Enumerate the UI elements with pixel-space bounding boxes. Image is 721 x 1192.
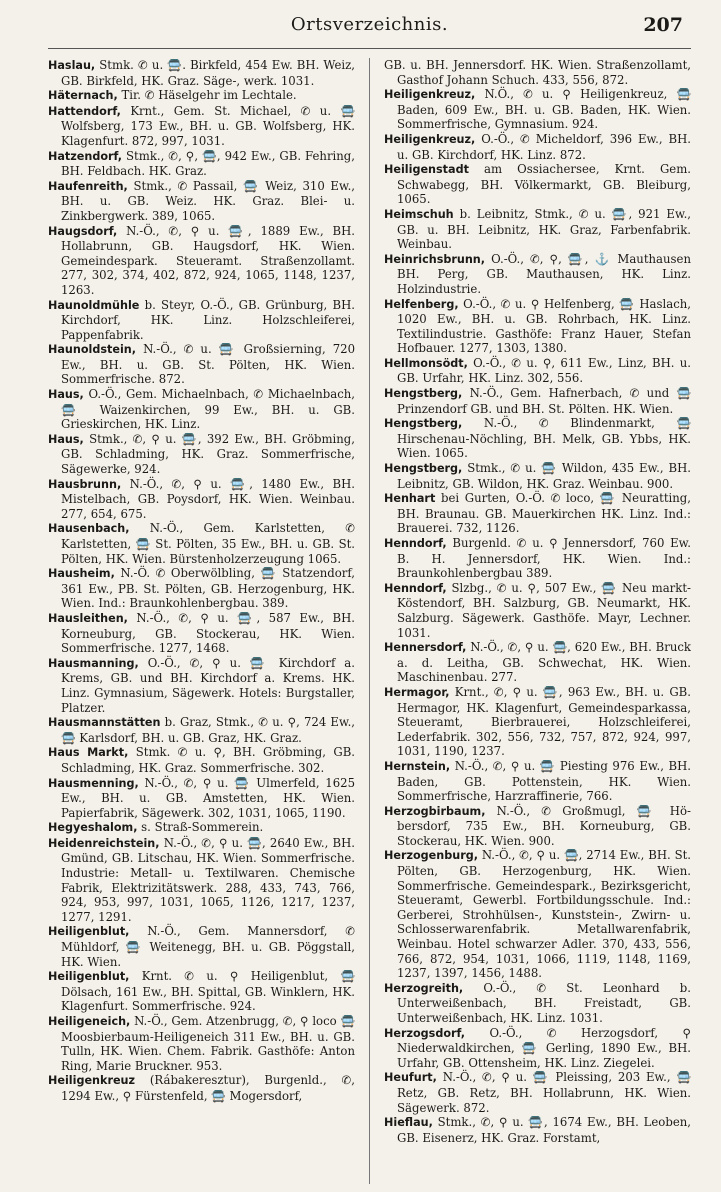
- entry-details: GB. u. BH. Jennersdorf. HK. Wien. Straßenzollamt, Gasthof Johann Schuch. 433, 556, 872.: [384, 58, 691, 87]
- entry-place-name: Haugsdorf,: [48, 224, 118, 238]
- entry-details: N.-Ö., ✆ u. 🚍 Großsierning, 720 Ew., BH. u. GB. St. Pölten, HK. Wien. Sommerfrische. 872.: [61, 342, 355, 387]
- entry-place-name: Heufurt,: [384, 1071, 437, 1085]
- directory-entry: [48, 387, 355, 432]
- directory-entry: [48, 969, 355, 1014]
- entry-details: Stmk., ✆ Passail, 🚍 Weiz, 310 Ew., BH. u. GB. Weiz. HK. Graz. Blei- u. Zinkbergwerk. 389, 1065.: [61, 178, 355, 223]
- entry-details: bei Gurten, O.-Ö. ✆ loco, 🚍 Neuratting, BH. Braunau. GB. Mauerkirchen HK. Linz. Ind.: Brauerei. 732, 1126.: [397, 491, 691, 536]
- directory-entry: [48, 924, 355, 969]
- directory-entry: [384, 386, 691, 416]
- entry-details: N.-Ö., ✆, ⚲ u. 🚍 Ulmerfeld, 1625 Ew., BH. u. GB. Amstetten, HK. Wien. Papierfabrik, Sägewerk. 302, 1031, 1065, 1190.: [61, 775, 355, 820]
- directory-entry: [384, 1115, 691, 1145]
- entry-place-name: Hatzendorf,: [48, 149, 123, 163]
- entry-place-name: Herzogsdorf,: [384, 1026, 466, 1040]
- directory-entry: [384, 132, 691, 162]
- entry-details: N.-Ö., ✆, ⚲ u. 🚍, 620 Ew., BH. Bruck a. d. Leitha, GB. Schwechat, HK. Wien. Maschinenbau. 277.: [397, 640, 691, 685]
- entry-place-name: Haus,: [48, 388, 84, 402]
- entry-details: Tir. ✆ Häselgehr im Lechtale.: [121, 88, 297, 103]
- entry-place-name: Heiligeneich,: [48, 1015, 131, 1028]
- directory-entry: [384, 1070, 691, 1115]
- directory-entry: [384, 491, 691, 536]
- entry-place-name: Helfenberg,: [384, 297, 459, 311]
- entry-details: N.-Ö., ✆, ⚲ u. 🚍 Pleissing, 203 Ew., 🚍 Retz, GB. Retz, BH. Hollabrunn, HK. Wien. Sägewerk. 872.: [397, 1070, 691, 1115]
- directory-entry: [384, 162, 691, 207]
- entry-place-name: Hausbrunn,: [48, 477, 122, 491]
- entry-details: N.-Ö., ✆, ⚲ u. 🚍, 1889 Ew., BH. Hollabrunn, GB. Haugsdorf, HK. Wien. Gemeindespark. Steueramt. Straßenzollamt. 277, 302, 374, 402, 872, 924, 1065, 1148, 1237, 1263.: [61, 223, 355, 297]
- entry-place-name: Hausheim,: [48, 567, 115, 581]
- directory-entry: [384, 416, 691, 461]
- entry-place-name: Heiligenblut,: [48, 970, 130, 984]
- entry-place-name: Heiligenkreuz,: [384, 132, 476, 146]
- entry-details: (Rábakeresztur), Burgenld., ✆, 1294 Ew., ⚲ Fürstenfeld, 🚍 Mogersdorf,: [61, 1073, 355, 1103]
- entry-place-name: Hausenbach,: [48, 522, 130, 536]
- entry-place-name: Heiligenstadt: [384, 163, 469, 177]
- entry-place-name: Haufenreith,: [48, 179, 128, 193]
- entry-details: Stmk., ✆ u. 🚍 Wildon, 435 Ew., BH. Leibnitz, GB. Wildon, HK. Graz. Weinbau. 900.: [397, 461, 691, 491]
- entry-place-name: Haus Markt,: [48, 746, 129, 760]
- entry-place-name: Haus,: [48, 432, 84, 446]
- directory-entry: [48, 521, 355, 566]
- directory-entry: [48, 477, 355, 522]
- entry-place-name: Haunoldstein,: [48, 343, 137, 357]
- entry-details: N.-Ö., ✆, ⚲ u. 🚍, 587 Ew., BH. Korneuburg, GB. Stockerau, HK. Wien. Sommerfrische. 1277, 1468.: [61, 610, 355, 656]
- directory-entry: [48, 776, 355, 821]
- entry-place-name: Heinrichsbrunn,: [384, 252, 486, 266]
- entry-details: O.-Ö., ✆ Herzogsdorf, ⚲ Niederwaldkirchen, 🚍 Gerling, 1890 Ew., BH. Urfahr, GB. Ottensheim, HK. Linz. Ziegelei.: [397, 1025, 691, 1070]
- entry-place-name: Hernstein,: [384, 759, 451, 773]
- entry-place-name: Heidenreichstein,: [48, 836, 160, 850]
- directory-entry: [384, 759, 691, 804]
- entry-details: N.-Ö., ✆, ⚲ u. 🚍, 2640 Ew., BH. Gmünd, GB. Litschau, HK. Wien. Sommerfrische. Industrie: Metall- u. Textilwaren. Chemische Fabrik, Elektrizitätswerk. 288, 433, 743, 766, 924, 953, 997, 1031, 1065, 1126, 1217, 1237, 1277, 1291.: [61, 835, 355, 924]
- directory-entry: [384, 297, 691, 356]
- directory-entry: [384, 581, 691, 640]
- entry-place-name: Heiligenkreuz: [48, 1074, 136, 1088]
- directory-entry: [48, 836, 355, 925]
- entry-details: O.-Ö., ✆, ⚲ u. 🚍 Kirchdorf a. Krems, GB. und BH. Kirchdorf a. Krems. HK. Linz. Gymnasium, Sägewerk. Hotels: Burgstaller, Platzer.: [61, 655, 355, 715]
- directory-entry: [48, 820, 355, 836]
- directory-entry: [384, 848, 691, 980]
- entry-details: b. Leibnitz, Stmk., ✆ u. 🚍, 921 Ew., GB. u. BH. Leibnitz, HK. Graz, Farbenfabrik. Weinbau.: [397, 206, 691, 252]
- entry-details: s. Straß-Sommerein.: [141, 820, 264, 835]
- directory-entry: [48, 179, 355, 224]
- entry-place-name: Hausmenning,: [48, 776, 139, 790]
- directory-entry: [48, 432, 355, 477]
- entry-details: Krnt., ✆, ⚲ u. 🚍, 963 Ew., BH. u. GB. Hermagor, HK. Klagenfurt, Gemeindesparkassa, Steueramt, Bierbrauerei, Holzschleiferei, Lederfabrik. 302, 556, 732, 757, 872, 924, 997, 1031, 1190, 1237.: [397, 684, 691, 759]
- entry-place-name: Hausleithen,: [48, 611, 128, 625]
- entry-place-name: Henhart: [384, 492, 436, 506]
- entry-details: O.-Ö., Gem. Michaelnbach, ✆ Michaelnbach, 🚍 Waizenkirchen, 99 Ew., BH. u. GB. Grieskirchen, HK. Linz.: [61, 387, 355, 432]
- directory-entry: [48, 1014, 355, 1073]
- entry-details: O.-Ö., ✆ St. Leonhard b. Unterweißenbach, BH. Freistadt, GB. Unterweißenbach, HK. Linz. 1031.: [397, 980, 691, 1025]
- entry-place-name: Heimschuh: [384, 207, 454, 221]
- entry-details: Stmk., ✆, ⚲, 🚍, 942 Ew., GB. Fehring, BH. Feldbach. HK. Graz.: [61, 148, 355, 179]
- page-title: Ortsverzeichnis.: [290, 14, 449, 35]
- directory-entry: [48, 298, 355, 343]
- entry-details: Stmk. ✆ u. 🚍. Birkfeld, 454 Ew. BH. Weiz, GB. Birkfeld, HK. Graz. Säge-, werk. 1031.: [61, 58, 355, 88]
- entry-place-name: Henndorf,: [384, 581, 447, 595]
- directory-entry: [384, 1026, 691, 1071]
- entry-place-name: Hieflau,: [384, 1116, 433, 1130]
- entry-details: b. Steyr, O.-Ö., GB. Grünburg, BH. Kirchdorf, HK. Linz. Holzschleiferei, Pappenfabrik.: [61, 297, 355, 342]
- header-rule: [48, 48, 691, 49]
- directory-entry: [48, 745, 355, 775]
- directory-entry: [384, 685, 691, 759]
- entry-details: Slzbg., ✆ u. ⚲, 507 Ew., 🚍 Neu markt-Köstendorf, BH. Salzburg, GB. Neumarkt, HK. Salzburg. Sägewerk. Gasthöfe. Mayr, Lechner. 1031.: [397, 580, 691, 640]
- entry-details: N.-Ö., Gem. Karlstetten, ✆ Karlstetten, 🚍 St. Pölten, 35 Ew., BH. u. GB. St. Pölten, HK. Wien. Bürstenholzerzeugung 1065.: [61, 521, 355, 566]
- entry-place-name: Hellmonsödt,: [384, 356, 468, 370]
- entry-details: N.-Ö., ✆, ⚲ u. 🚍, 2714 Ew., BH. St. Pölten, GB. Herzogenburg, HK. Wien. Sommerfrische. Gemeindespark., Bezirksgericht, Steueramt, Gewerbl. Fortbildungsschule. Ind.: Gerberei, Strohhülsen-, Kunststein-, Zwirn- u. Schlosserwarenfabrik. Metallwarenfabrik, Weinbau. Hotel schwarzer Adler. 370, 433, 556, 766, 872, 954, 1031, 1066, 1119, 1148, 1169, 1237, 1397, 1456, 1488.: [397, 848, 691, 981]
- directory-entry: [48, 104, 355, 149]
- directory-entry: [384, 461, 691, 491]
- entry-details: N.-Ö., ✆ Blindenmarkt, 🚍 Hirschenau-Nöchling, BH. Melk, GB. Ybbs, HK. Wien. 1065.: [397, 416, 691, 461]
- directory-entry: [48, 1073, 355, 1103]
- directory-entry: [384, 536, 691, 581]
- entry-place-name: Hengstberg,: [384, 462, 463, 476]
- page-number: 207: [643, 14, 683, 36]
- entry-details: Krnt. ✆ u. ⚲ Heiligenblut, 🚍 Dölsach, 161 Ew., BH. Spittal, GB. Winklern, HK. Klagenfurt. Sommerfrische. 924.: [61, 969, 355, 1014]
- entry-details: Stmk., ✆, ⚲ u. 🚍, 392 Ew., BH. Gröbming, GB. Schladming, HK. Graz. Sommerfrische, Sägewerke, 924.: [61, 431, 355, 477]
- entry-place-name: Hennersdorf,: [384, 641, 467, 655]
- entry-place-name: Heiligenkreuz,: [384, 88, 476, 102]
- directory-entry: [48, 611, 355, 656]
- entry-details: N.-Ö., Gem. Mannersdorf, ✆ Mühldorf, 🚍 Weitenegg, BH. u. GB. Pöggstall, HK. Wien.: [61, 924, 355, 969]
- entry-details: am Ossiachersee, Krnt. Gem. Schwabegg, BH. Völkermarkt, GB. Bleiburg, 1065.: [397, 162, 691, 207]
- entry-details: O.-Ö., ✆ u. ⚲ Helfenberg, 🚍 Haslach, 1020 Ew., BH. u. GB. Rohrbach, HK. Linz. Textilindustrie. Gasthöfe: Franz Hauer, Stefan Hofbauer. 1277, 1303, 1380.: [397, 296, 691, 356]
- directory-entry: [384, 981, 691, 1026]
- entry-place-name: Hegyeshalom,: [48, 821, 138, 835]
- entry-details: Krnt., Gem. St. Michael, ✆ u. 🚍 Wolfsberg, 173 Ew., BH. u. GB. Wolfsberg, HK. Klagenfurt. 872, 997, 1031.: [61, 103, 355, 148]
- entry-details: N.-Ö., ✆, ⚲ u. 🚍, 1480 Ew., BH. Mistelbach, GB. Poysdorf, HK. Wien. Weinbau. 277, 654, 675.: [61, 476, 355, 521]
- entry-place-name: Hengstberg,: [384, 387, 463, 401]
- directory-entry: [48, 88, 355, 104]
- directory-entry: [384, 207, 691, 252]
- entry-place-name: Hattendorf,: [48, 104, 121, 118]
- directory-entry: [48, 715, 355, 745]
- entry-place-name: Herzogbirbaum,: [384, 804, 486, 818]
- entry-columns: [48, 58, 691, 1184]
- page-header: [48, 14, 691, 44]
- entry-details: Stmk., ✆, ⚲ u. 🚍, 1674 Ew., BH. Leoben, GB. Eisenerz, HK. Graz. Forstamt,: [397, 1115, 691, 1145]
- entry-place-name: Herzogreith,: [384, 981, 464, 995]
- entry-place-name: Haunoldmühle: [48, 298, 140, 312]
- left-column: [48, 58, 355, 1184]
- entry-place-name: Hermagor,: [384, 685, 450, 699]
- entry-place-name: Herzogenburg,: [384, 849, 478, 863]
- directory-entry: [384, 356, 691, 386]
- entry-details: Burgenld. ✆ u. ⚲ Jennersdorf, 760 Ew. B. H. Jennersdorf, HK. Wien. Ind.: Braunkohlenbergbau 389.: [397, 536, 691, 581]
- entry-place-name: Hengstberg,: [384, 417, 463, 431]
- entry-place-name: Hausmanning,: [48, 656, 139, 670]
- entry-place-name: Heiligenblut,: [48, 925, 130, 939]
- entry-place-name: Haslau,: [48, 59, 96, 72]
- directory-entry: [48, 656, 355, 715]
- directory-entry: [384, 804, 691, 849]
- entry-place-name: Häternach,: [48, 89, 118, 103]
- directory-entry: [384, 252, 691, 297]
- right-column: [384, 58, 691, 1184]
- entry-details: N.-Ö., ✆ Großmugl, 🚍 Hö-bersdorf, 735 Ew., BH. Korneuburg, GB. Stockerau, HK. Wien. 900.: [397, 803, 691, 848]
- entry-details: O.-Ö., ✆ Micheldorf, 396 Ew., BH. u. GB. Kirchdorf, HK. Linz. 872.: [397, 131, 691, 162]
- directory-entry: [384, 87, 691, 132]
- directory-entry: [48, 566, 355, 611]
- entry-place-name: Henndorf,: [384, 537, 447, 550]
- entry-details: N.-Ö., ✆, ⚲ u. 🚍 Piesting 976 Ew., BH. Baden, GB. Pottenstein, HK. Wien. Sommerfrische, Harzraffinerie, 766.: [397, 758, 691, 804]
- entry-place-name: Hausmannstätten: [48, 716, 161, 730]
- directory-entry: [48, 224, 355, 298]
- entry-details: Stmk. ✆ u. ⚲, BH. Gröbming, GB. Schladming, HK. Graz. Sommerfrische. 302.: [61, 745, 355, 775]
- entry-details: N.-Ö. ✆ Oberwölbling, 🚍 Statzendorf, 361 Ew., PB. St. Pölten, GB. Herzogenburg, HK. Wien. Ind.: Braunkohlenbergbau. 389.: [61, 566, 355, 611]
- directory-entry: [48, 58, 355, 88]
- column-divider: [369, 58, 370, 1184]
- entry-details: O.-Ö., ✆ u. ⚲, 611 Ew., Linz, BH. u. GB. Urfahr, HK. Linz. 302, 556.: [397, 355, 691, 386]
- directory-entry: [384, 640, 691, 685]
- directory-entry: [48, 342, 355, 387]
- entry-details: O.-Ö., ✆, ⚲, 🚍, ⚓ Mauthausen BH. Perg, GB. Mauthausen, HK. Linz. Holzindustrie.: [397, 251, 691, 296]
- entry-details: N.-Ö., Gem. Hafnerbach, ✆ und 🚍 Prinzendorf GB. und BH. St. Pölten. HK. Wien.: [397, 386, 691, 416]
- directory-entry: [384, 58, 691, 87]
- entry-details: b. Graz, Stmk., ✆ u. ⚲, 724 Ew., 🚍 Karlsdorf, BH. u. GB. Graz, HK. Graz.: [61, 715, 355, 745]
- entry-details: N.Ö., ✆ u. ⚲ Heiligenkreuz, 🚍 Baden, 609 Ew., BH. u. GB. Baden, HK. Wien. Sommerfrische, Gymnasium. 924.: [397, 87, 691, 132]
- entry-details: N.-Ö., Gem. Atzenbrugg, ✆, ⚲ loco 🚍 Moosbierbaum-Heiligeneich 311 Ew., BH. u. GB. Tulln, HK. Wien. Chem. Fabrik. Gasthöfe: Anton Ring, Marie Bruckner. 953.: [61, 1014, 355, 1073]
- directory-entry: [48, 149, 355, 179]
